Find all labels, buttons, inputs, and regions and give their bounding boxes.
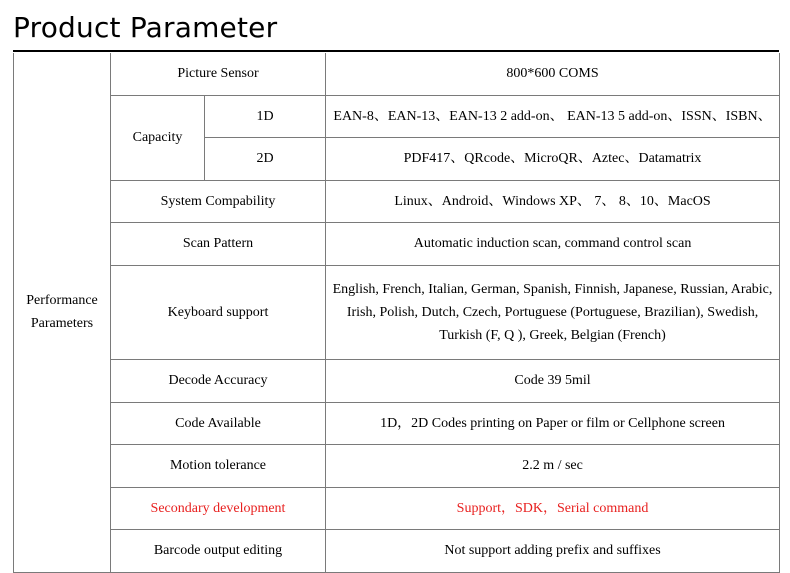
sub-row-label: 1D: [205, 95, 326, 137]
sub-row-label: 2D: [205, 137, 326, 180]
table-row: [14, 359, 780, 402]
row-value: Linux、Android、Windows XP、 7、 8、10、MacOS: [326, 180, 780, 222]
row-label: Motion tolerance: [111, 444, 326, 487]
table-row: [14, 265, 780, 359]
table-row: [14, 402, 780, 444]
row-label: Scan Pattern: [111, 222, 326, 265]
table-row: [14, 444, 780, 487]
row-label-highlighted: Secondary development: [111, 487, 326, 529]
table-row: [14, 222, 780, 265]
row-value: 2.2 m / sec: [326, 444, 780, 487]
category-label: Performance Parameters: [26, 293, 98, 332]
row-label: Decode Accuracy: [111, 359, 326, 402]
row-label: Capacity: [111, 95, 205, 180]
row-value: PDF417、QRcode、MicroQR、Aztec、Datamatrix: [326, 137, 780, 180]
title-divider: [13, 50, 779, 52]
table-row: [14, 487, 780, 529]
row-value: 800*600 COMS: [326, 53, 780, 95]
row-value: Automatic induction scan, command control scan: [326, 222, 780, 265]
row-value: 1D，2D Codes printing on Paper or film or Cellphone screen: [326, 402, 780, 444]
row-value: Not support adding prefix and suffixes: [326, 529, 780, 572]
row-label: System Compability: [111, 180, 326, 222]
table-row: [14, 180, 780, 222]
row-value: EAN-8、EAN-13、EAN-13 2 add-on、 EAN-13 5 add-on、ISSN、ISBN、: [326, 95, 780, 137]
row-label: Picture Sensor: [111, 53, 326, 95]
table-row: [14, 529, 780, 572]
row-label: Keyboard support: [111, 265, 326, 359]
row-value-highlighted: Support，SDK，Serial command: [326, 487, 780, 529]
table-row: [14, 53, 780, 95]
page-title: Product Parameter: [13, 11, 278, 44]
table-row: [14, 95, 780, 137]
category-cell: [14, 53, 111, 572]
spec-table: [13, 53, 780, 573]
row-label: Code Available: [111, 402, 326, 444]
row-label: Barcode output editing: [111, 529, 326, 572]
row-value: English, French, Italian, German, Spanish, Finnish, Japanese, Russian, Arabic, Irish, Polish, Dutch, Czech, Portuguese (Portuguese, Brazilian), Swedish, Turkish (F, Q ), Greek, Belgian (French): [326, 265, 780, 359]
row-value: Code 39 5mil: [326, 359, 780, 402]
